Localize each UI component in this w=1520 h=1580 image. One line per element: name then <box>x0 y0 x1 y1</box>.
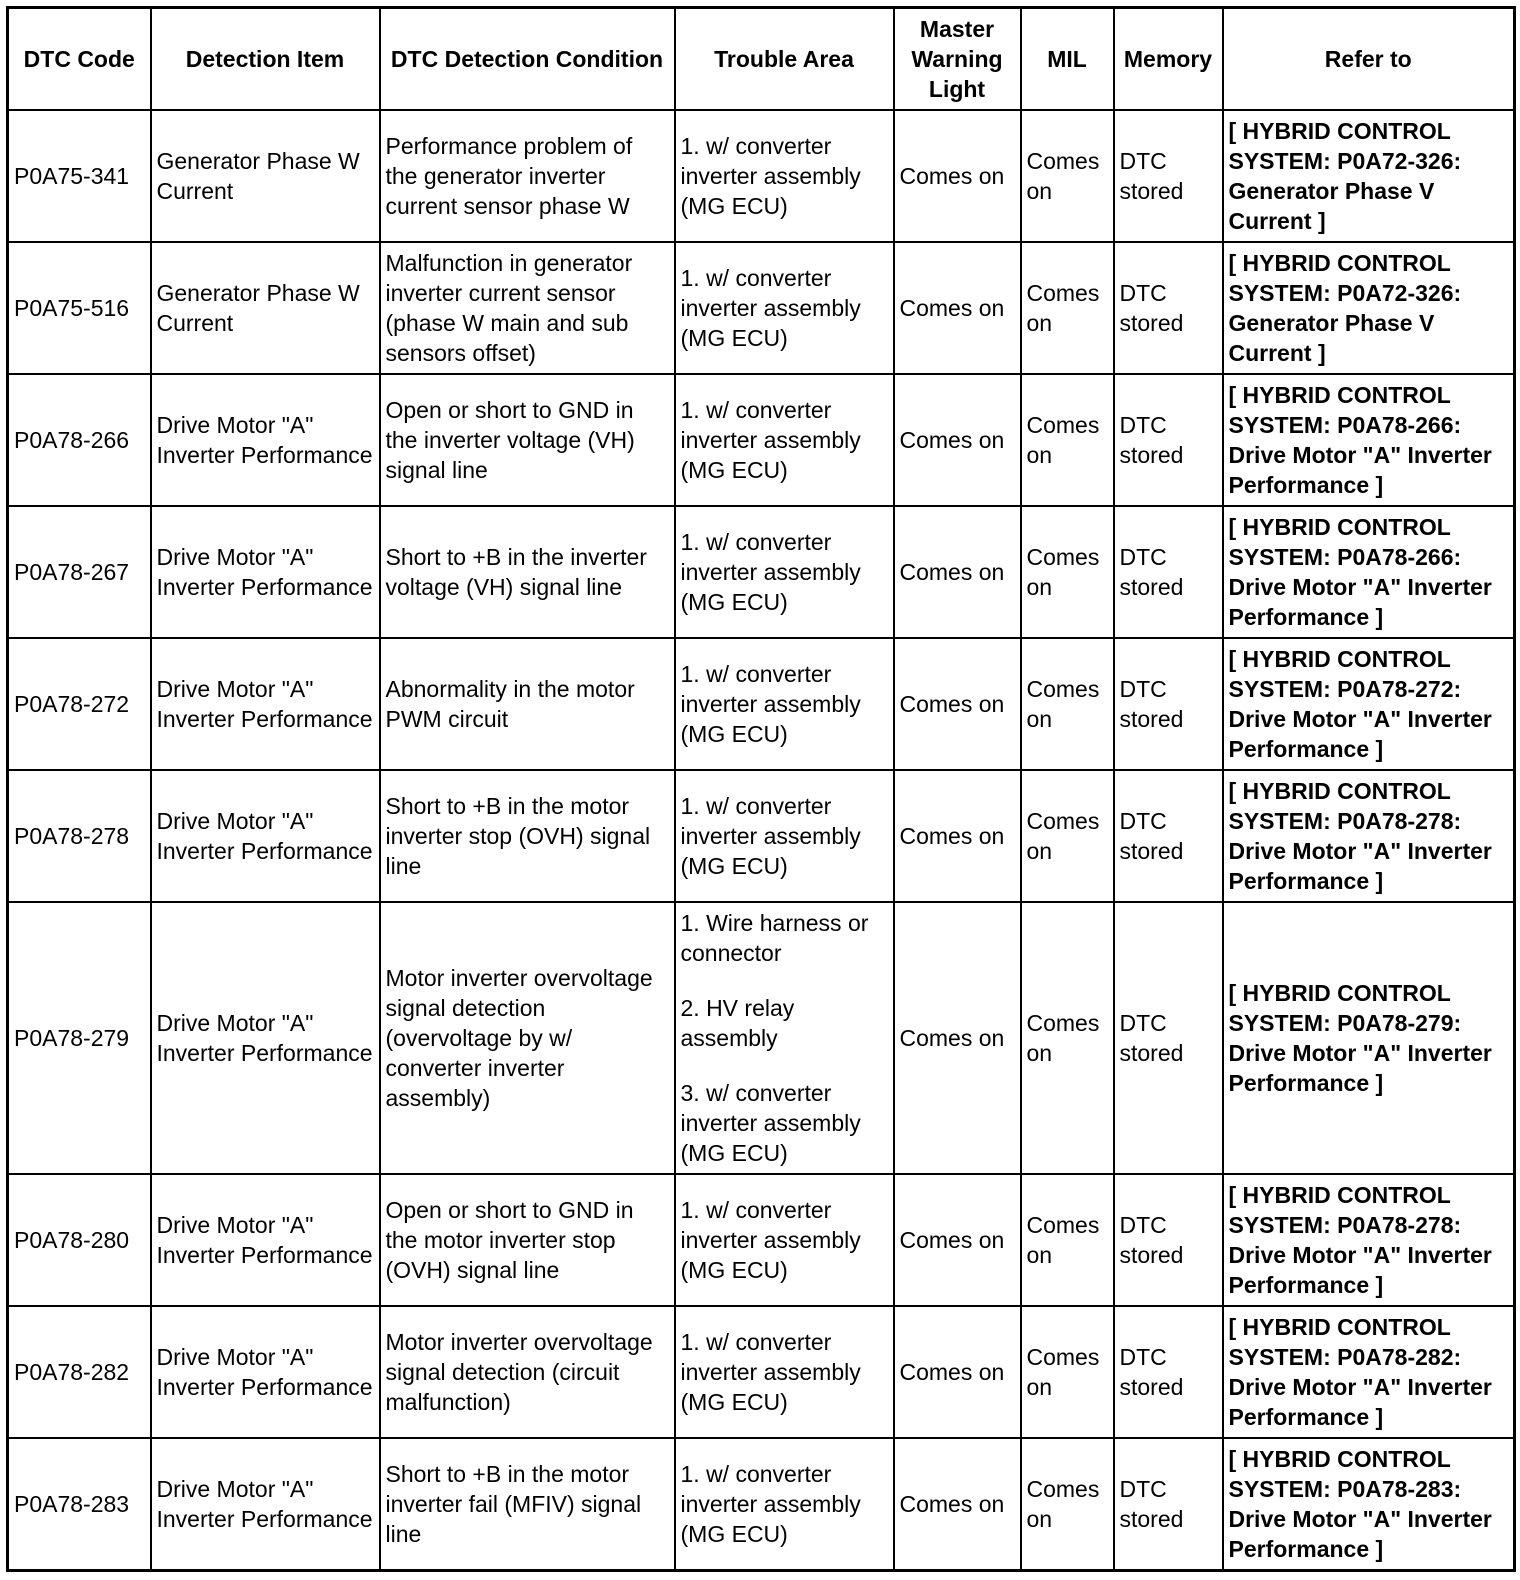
detection-condition-cell: Motor inverter overvoltage signal detection (overvoltage by w/ converter inverter assembly) <box>380 902 675 1174</box>
table-row <box>8 374 1515 506</box>
trouble-area-item: 1. w/ converter inverter assembly (MG ECU) <box>680 1197 861 1283</box>
mil-cell: Comes on <box>1021 1306 1114 1438</box>
trouble-area-item: 1. w/ converter inverter assembly (MG ECU) <box>680 529 861 615</box>
dtc-code-cell: P0A78-279 <box>8 902 151 1174</box>
table-row <box>8 1438 1515 1571</box>
refer-to-cell: [ HYBRID CONTROL SYSTEM: P0A78-266: Drive Motor "A" Inverter Performance ] <box>1223 374 1515 506</box>
table-row <box>8 110 1515 242</box>
master-warning-light-cell: Comes on <box>894 110 1021 242</box>
dtc-code-cell: P0A78-266 <box>8 374 151 506</box>
header-detection-item: Detection Item <box>151 8 380 111</box>
memory-cell: DTC stored <box>1114 242 1223 374</box>
detection-condition-cell: Motor inverter overvoltage signal detection (circuit malfunction) <box>380 1306 675 1438</box>
trouble-area-cell <box>675 374 894 506</box>
trouble-area-item: 1. w/ converter inverter assembly (MG ECU) <box>680 793 861 879</box>
mil-cell: Comes on <box>1021 770 1114 902</box>
detection-condition-cell: Malfunction in generator inverter current sensor (phase W main and sub sensors offset) <box>380 242 675 374</box>
memory-cell: DTC stored <box>1114 638 1223 770</box>
header-detection-condition: DTC Detection Condition <box>380 8 675 111</box>
detection-item-cell: Generator Phase W Current <box>151 242 380 374</box>
header-master-warning-light: Master Warning Light <box>894 8 1021 111</box>
refer-to-cell: [ HYBRID CONTROL SYSTEM: P0A78-282: Drive Motor "A" Inverter Performance ] <box>1223 1306 1515 1438</box>
mil-cell: Comes on <box>1021 902 1114 1174</box>
detection-condition-cell: Abnormality in the motor PWM circuit <box>380 638 675 770</box>
trouble-area-cell <box>675 1174 894 1306</box>
master-warning-light-cell: Comes on <box>894 638 1021 770</box>
trouble-area-item: 3. w/ converter inverter assembly (MG ECU) <box>680 1080 861 1166</box>
mil-cell: Comes on <box>1021 374 1114 506</box>
trouble-area-item: 1. w/ converter inverter assembly (MG ECU) <box>680 133 861 219</box>
trouble-area-cell <box>675 242 894 374</box>
memory-cell: DTC stored <box>1114 110 1223 242</box>
refer-to-cell: [ HYBRID CONTROL SYSTEM: P0A72-326: Generator Phase V Current ] <box>1223 110 1515 242</box>
dtc-code-cell: P0A78-280 <box>8 1174 151 1306</box>
detection-item-cell: Drive Motor "A" Inverter Performance <box>151 638 380 770</box>
detection-item-cell: Drive Motor "A" Inverter Performance <box>151 374 380 506</box>
table-row <box>8 506 1515 638</box>
detection-condition-cell: Short to +B in the inverter voltage (VH) signal line <box>380 506 675 638</box>
detection-item-cell: Drive Motor "A" Inverter Performance <box>151 1438 380 1571</box>
detection-item-cell: Drive Motor "A" Inverter Performance <box>151 770 380 902</box>
master-warning-light-cell: Comes on <box>894 902 1021 1174</box>
master-warning-light-cell: Comes on <box>894 506 1021 638</box>
memory-cell: DTC stored <box>1114 1306 1223 1438</box>
dtc-code-cell: P0A75-516 <box>8 242 151 374</box>
master-warning-light-cell: Comes on <box>894 770 1021 902</box>
header-trouble-area: Trouble Area <box>675 8 894 111</box>
table-header-row <box>8 8 1515 111</box>
trouble-area-cell <box>675 1438 894 1571</box>
detection-item-cell: Drive Motor "A" Inverter Performance <box>151 1174 380 1306</box>
table-row <box>8 1174 1515 1306</box>
mil-cell: Comes on <box>1021 242 1114 374</box>
memory-cell: DTC stored <box>1114 770 1223 902</box>
detection-item-cell: Drive Motor "A" Inverter Performance <box>151 902 380 1174</box>
header-dtc-code: DTC Code <box>8 8 151 111</box>
table-row <box>8 1306 1515 1438</box>
master-warning-light-cell: Comes on <box>894 374 1021 506</box>
master-warning-light-cell: Comes on <box>894 242 1021 374</box>
dtc-code-cell: P0A75-341 <box>8 110 151 242</box>
master-warning-light-cell: Comes on <box>894 1438 1021 1571</box>
dtc-code-cell: P0A78-267 <box>8 506 151 638</box>
header-refer-to: Refer to <box>1223 8 1515 111</box>
trouble-area-cell <box>675 770 894 902</box>
trouble-area-cell <box>675 638 894 770</box>
trouble-area-item: 1. w/ converter inverter assembly (MG ECU) <box>680 397 861 483</box>
memory-cell: DTC stored <box>1114 506 1223 638</box>
dtc-code-cell: P0A78-283 <box>8 1438 151 1571</box>
detection-condition-cell: Open or short to GND in the inverter voltage (VH) signal line <box>380 374 675 506</box>
refer-to-cell: [ HYBRID CONTROL SYSTEM: P0A78-272: Drive Motor "A" Inverter Performance ] <box>1223 638 1515 770</box>
trouble-area-item: 1. Wire harness or connector <box>680 910 869 966</box>
dtc-table <box>6 6 1516 1572</box>
detection-condition-cell: Short to +B in the motor inverter fail (MFIV) signal line <box>380 1438 675 1571</box>
detection-item-cell: Generator Phase W Current <box>151 110 380 242</box>
detection-condition-cell: Open or short to GND in the motor inverter stop (OVH) signal line <box>380 1174 675 1306</box>
refer-to-cell: [ HYBRID CONTROL SYSTEM: P0A78-283: Drive Motor "A" Inverter Performance ] <box>1223 1438 1515 1571</box>
table-row <box>8 770 1515 902</box>
refer-to-cell: [ HYBRID CONTROL SYSTEM: P0A78-278: Drive Motor "A" Inverter Performance ] <box>1223 770 1515 902</box>
mil-cell: Comes on <box>1021 506 1114 638</box>
mil-cell: Comes on <box>1021 638 1114 770</box>
detection-condition-cell: Short to +B in the motor inverter stop (OVH) signal line <box>380 770 675 902</box>
master-warning-light-cell: Comes on <box>894 1174 1021 1306</box>
table-body <box>8 110 1515 1571</box>
detection-condition-cell: Performance problem of the generator inverter current sensor phase W <box>380 110 675 242</box>
trouble-area-item: 1. w/ converter inverter assembly (MG ECU) <box>680 661 861 747</box>
table-row <box>8 638 1515 770</box>
dtc-code-cell: P0A78-272 <box>8 638 151 770</box>
mil-cell: Comes on <box>1021 1174 1114 1306</box>
memory-cell: DTC stored <box>1114 1438 1223 1571</box>
trouble-area-cell <box>675 1306 894 1438</box>
memory-cell: DTC stored <box>1114 1174 1223 1306</box>
mil-cell: Comes on <box>1021 1438 1114 1571</box>
trouble-area-cell <box>675 110 894 242</box>
header-memory: Memory <box>1114 8 1223 111</box>
table-row <box>8 902 1515 1174</box>
header-mil: MIL <box>1021 8 1114 111</box>
dtc-code-cell: P0A78-278 <box>8 770 151 902</box>
refer-to-cell: [ HYBRID CONTROL SYSTEM: P0A78-278: Drive Motor "A" Inverter Performance ] <box>1223 1174 1515 1306</box>
trouble-area-item: 1. w/ converter inverter assembly (MG ECU) <box>680 1329 861 1415</box>
master-warning-light-cell: Comes on <box>894 1306 1021 1438</box>
detection-item-cell: Drive Motor "A" Inverter Performance <box>151 506 380 638</box>
memory-cell: DTC stored <box>1114 374 1223 506</box>
refer-to-cell: [ HYBRID CONTROL SYSTEM: P0A78-266: Drive Motor "A" Inverter Performance ] <box>1223 506 1515 638</box>
trouble-area-item: 1. w/ converter inverter assembly (MG ECU) <box>680 1461 861 1547</box>
trouble-area-cell <box>675 506 894 638</box>
mil-cell: Comes on <box>1021 110 1114 242</box>
table-row <box>8 242 1515 374</box>
trouble-area-item: 2. HV relay assembly <box>680 995 795 1051</box>
detection-item-cell: Drive Motor "A" Inverter Performance <box>151 1306 380 1438</box>
trouble-area-item: 1. w/ converter inverter assembly (MG ECU) <box>680 265 861 351</box>
refer-to-cell: [ HYBRID CONTROL SYSTEM: P0A78-279: Drive Motor "A" Inverter Performance ] <box>1223 902 1515 1174</box>
dtc-code-cell: P0A78-282 <box>8 1306 151 1438</box>
trouble-area-cell <box>675 902 894 1174</box>
memory-cell: DTC stored <box>1114 902 1223 1174</box>
refer-to-cell: [ HYBRID CONTROL SYSTEM: P0A72-326: Generator Phase V Current ] <box>1223 242 1515 374</box>
